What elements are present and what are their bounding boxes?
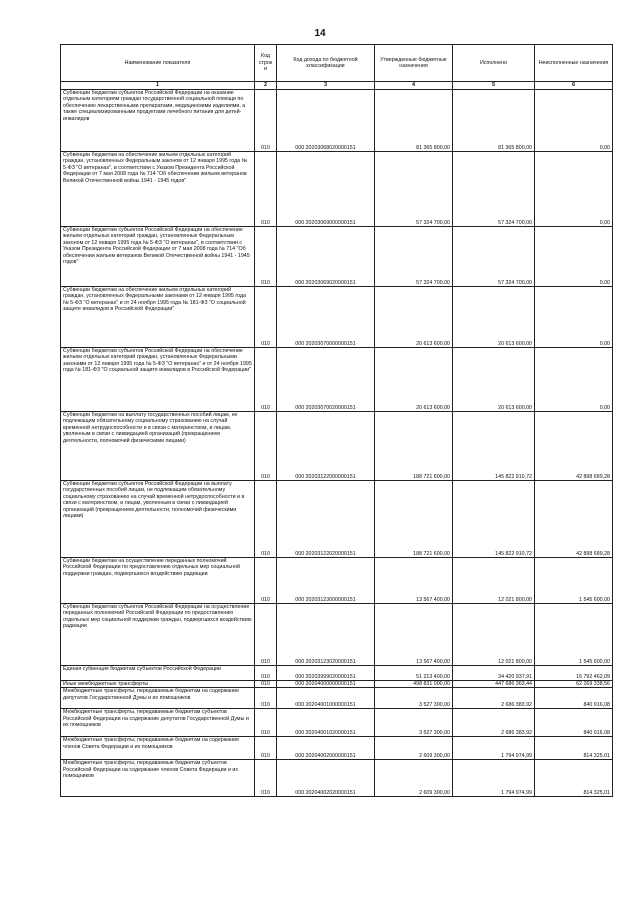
- row-approved: 2 609 300,00: [375, 760, 453, 797]
- table-row: [61, 227, 613, 287]
- row-name: Субвенции бюджетам на выплату государственных пособий лицам, не подлежащим обязательному социальному страхованию на случай временной нетрудоспособности и в связи с материнством, и лицам, уволенным в связи с ликвидацией организаций (прекращением деятельности, полномочий физическими лицами): [61, 412, 255, 481]
- row-line-code: 010: [255, 152, 277, 227]
- row-unexecuted: 1 545 600,00: [535, 558, 613, 604]
- table-row: [61, 737, 613, 760]
- row-executed: 12 021 800,00: [453, 604, 535, 666]
- row-approved: 20 613 600,00: [375, 348, 453, 412]
- column-number: 6: [535, 82, 613, 90]
- row-executed: 1 794 974,99: [453, 760, 535, 797]
- row-unexecuted: 16 792 462,09: [535, 666, 613, 681]
- row-unexecuted: 0,00: [535, 287, 613, 348]
- row-name: Субвенции бюджетам на обеспечение жильем отдельных категорий граждан, установленных Федеральными законами от 12 января 1995 года № 5-ФЗ "О ветеранах" и от 24 ноября 1995 года № 181-ФЗ "О социальной защите инвалидов в Российской Федерации": [61, 287, 255, 348]
- row-income-code: 000 20204001000000151: [277, 688, 375, 709]
- header-row: [61, 45, 613, 82]
- row-line-code: 010: [255, 90, 277, 152]
- row-name: Межбюджетные трансферты, передаваемые бюджетам субъектов Российской Федерации на содержание членов Совета Федерации и их помощников: [61, 760, 255, 797]
- table-row: [61, 604, 613, 666]
- row-executed: 2 686 383,92: [453, 688, 535, 709]
- row-name: Субвенции бюджетам субъектов Российской Федерации на осуществление переданных полномочий Российской Федерации по предоставлению отдельных мер социальной поддержки граждан, подвергшихся воздействию радиации: [61, 604, 255, 666]
- table-row: [61, 681, 613, 688]
- header-name: Наименование показателя: [61, 45, 255, 82]
- table-row: [61, 412, 613, 481]
- row-approved: 498 831 000,00: [375, 681, 453, 688]
- header-approved: Утвержденные бюджетные назначения: [375, 45, 453, 82]
- table-row: [61, 152, 613, 227]
- row-approved: 13 567 400,00: [375, 558, 453, 604]
- row-line-code: 010: [255, 760, 277, 797]
- row-income-code: 000 20203069020000151: [277, 227, 375, 287]
- column-number: 3: [277, 82, 375, 90]
- row-line-code: 010: [255, 604, 277, 666]
- row-approved: 57 324 700,00: [375, 152, 453, 227]
- row-executed: 1 794 974,99: [453, 737, 535, 760]
- row-unexecuted: 1 545 600,00: [535, 604, 613, 666]
- row-line-code: 010: [255, 681, 277, 688]
- row-line-code: 010: [255, 558, 277, 604]
- row-name: Субвенции бюджетам на осуществление переданных полномочий Российской Федерации по предоставлению отдельных мер социальной поддержки граждан, подвергшихся воздействию радиации: [61, 558, 255, 604]
- row-income-code: 000 20203122000000151: [277, 412, 375, 481]
- row-line-code: 010: [255, 709, 277, 737]
- table-row: [61, 481, 613, 558]
- row-name: Субвенции бюджетам на обеспечение жильем отдельных категорий граждан, установленных Федеральным законом от 12 января 1995 года № 5-ФЗ "О ветеранах", в соответствии с Указом Президента Российской Федерации от 7 мая 2008 года № 714 "Об обеспечении жильем ветеранов Великой Отечественной войны 1941 - 1945 годов": [61, 152, 255, 227]
- row-approved: 188 721 600,00: [375, 412, 453, 481]
- row-income-code: 000 20203999020000151: [277, 666, 375, 681]
- row-income-code: 000 20203123000000151: [277, 558, 375, 604]
- row-executed: 145 822 910,72: [453, 481, 535, 558]
- row-name: Межбюджетные трансферты, передаваемые бюджетам на содержание членов Совета Федерации и их помощников: [61, 737, 255, 760]
- row-line-code: 010: [255, 287, 277, 348]
- row-executed: 12 021 800,00: [453, 558, 535, 604]
- table-row: [61, 688, 613, 709]
- row-unexecuted: 840 916,08: [535, 709, 613, 737]
- row-unexecuted: 814 325,01: [535, 737, 613, 760]
- row-name: Единая субвенция бюджетам субъектов Российской Федерации: [61, 666, 255, 681]
- row-income-code: 000 20204001020000151: [277, 709, 375, 737]
- row-unexecuted: 62 269 338,56: [535, 681, 613, 688]
- page-number: 14: [314, 28, 326, 39]
- row-income-code: 000 20203123020000151: [277, 604, 375, 666]
- row-approved: 2 609 300,00: [375, 737, 453, 760]
- row-line-code: 010: [255, 412, 277, 481]
- row-approved: 3 527 300,00: [375, 688, 453, 709]
- row-name: Межбюджетные трансферты, передаваемые бюджетам субъектов Российской Федерации на содержание депутатов Государственной Думы и их помощников: [61, 709, 255, 737]
- row-executed: 20 613 600,00: [453, 287, 535, 348]
- row-unexecuted: 840 916,08: [535, 688, 613, 709]
- row-unexecuted: 42 898 689,28: [535, 481, 613, 558]
- row-income-code: 000 20204002020000151: [277, 760, 375, 797]
- row-executed: 34 420 937,91: [453, 666, 535, 681]
- table-row: [61, 709, 613, 737]
- row-approved: 188 721 600,00: [375, 481, 453, 558]
- table-row: [61, 90, 613, 152]
- row-income-code: 000 20203070000000151: [277, 287, 375, 348]
- budget-execution-table: [60, 44, 613, 797]
- row-line-code: 010: [255, 348, 277, 412]
- row-approved: 3 527 300,00: [375, 709, 453, 737]
- row-name: Субвенции бюджетам субъектов Российской Федерации на оказание отдельным категориям граждан государственной социальной помощи по обеспечению лекарственными препаратами, медицинскими изделиями, а также специализированными продуктами лечебного питания для детей-инвалидов: [61, 90, 255, 152]
- row-unexecuted: 0,00: [535, 90, 613, 152]
- row-line-code: 010: [255, 227, 277, 287]
- row-line-code: 010: [255, 737, 277, 760]
- row-line-code: 010: [255, 666, 277, 681]
- column-number-row: [61, 82, 613, 90]
- row-approved: 81 365 800,00: [375, 90, 453, 152]
- row-income-code: 000 20204000000000151: [277, 681, 375, 688]
- row-executed: 145 822 910,72: [453, 412, 535, 481]
- column-number: 4: [375, 82, 453, 90]
- row-name: Субвенции бюджетам субъектов Российской Федерации на выплату государственных пособий лицам, не подлежащим обязательному социальному страхованию на случай временной нетрудоспособности и в связи с материнством, и лицам, уволенным в связи с ликвидацией организаций (прекращением деятельности, полномочий физическими лицами): [61, 481, 255, 558]
- row-name: Субвенции бюджетам субъектов Российской Федерации на обеспечение жильем отдельных категорий граждан, установленных Федеральным законом от 12 января 1995 года № 5-ФЗ "О ветеранах", в соответствии с Указом Президента Российской Федерации от 7 мая 2008 года № 714 "Об обеспечении жильем ветеранов Великой Отечественной войны 1941 - 1945 годов": [61, 227, 255, 287]
- row-approved: 13 567 400,00: [375, 604, 453, 666]
- row-approved: 51 213 400,00: [375, 666, 453, 681]
- header-unexecuted: Неисполненные назначения: [535, 45, 613, 82]
- header-income-code: Код дохода по бюджетной классификации: [277, 45, 375, 82]
- row-unexecuted: 42 898 689,28: [535, 412, 613, 481]
- row-income-code: 000 20203070020000151: [277, 348, 375, 412]
- row-unexecuted: 0,00: [535, 227, 613, 287]
- header-executed: Исполнено: [453, 45, 535, 82]
- table-row: [61, 760, 613, 797]
- row-unexecuted: 0,00: [535, 152, 613, 227]
- row-executed: 81 365 800,00: [453, 90, 535, 152]
- row-executed: 57 324 700,00: [453, 152, 535, 227]
- table-body: [61, 90, 613, 797]
- row-income-code: 000 20203068020000151: [277, 90, 375, 152]
- column-number: 1: [61, 82, 255, 90]
- row-income-code: 000 20203122020000151: [277, 481, 375, 558]
- table-row: [61, 287, 613, 348]
- table-row: [61, 348, 613, 412]
- row-name: Межбюджетные трансферты, передаваемые бюджетам на содержание депутатов Государственной Думы и их помощников: [61, 688, 255, 709]
- table-row: [61, 558, 613, 604]
- table-row: [61, 666, 613, 681]
- row-executed: 2 686 383,92: [453, 709, 535, 737]
- row-executed: 447 686 363,44: [453, 681, 535, 688]
- row-income-code: 000 20203069000000151: [277, 152, 375, 227]
- row-line-code: 010: [255, 688, 277, 709]
- row-income-code: 000 20204002000000151: [277, 737, 375, 760]
- row-name: Субвенции бюджетам субъектов Российской Федерации на обеспечение жильем отдельных категорий граждан, установленных Федеральными законами от 12 января 1995 года № 5-ФЗ "О ветеранах" и от 24 ноября 1995 года № 181-ФЗ "О социальной защите инвалидов в Российской Федерации": [61, 348, 255, 412]
- row-approved: 20 613 600,00: [375, 287, 453, 348]
- row-name: Иные межбюджетные трансферты: [61, 681, 255, 688]
- row-unexecuted: 0,00: [535, 348, 613, 412]
- row-unexecuted: 814 325,01: [535, 760, 613, 797]
- row-approved: 57 324 700,00: [375, 227, 453, 287]
- row-line-code: 010: [255, 481, 277, 558]
- header-line-code: Код строк и: [255, 45, 277, 82]
- row-executed: 57 324 700,00: [453, 227, 535, 287]
- column-number: 5: [453, 82, 535, 90]
- row-executed: 20 613 600,00: [453, 348, 535, 412]
- column-number: 2: [255, 82, 277, 90]
